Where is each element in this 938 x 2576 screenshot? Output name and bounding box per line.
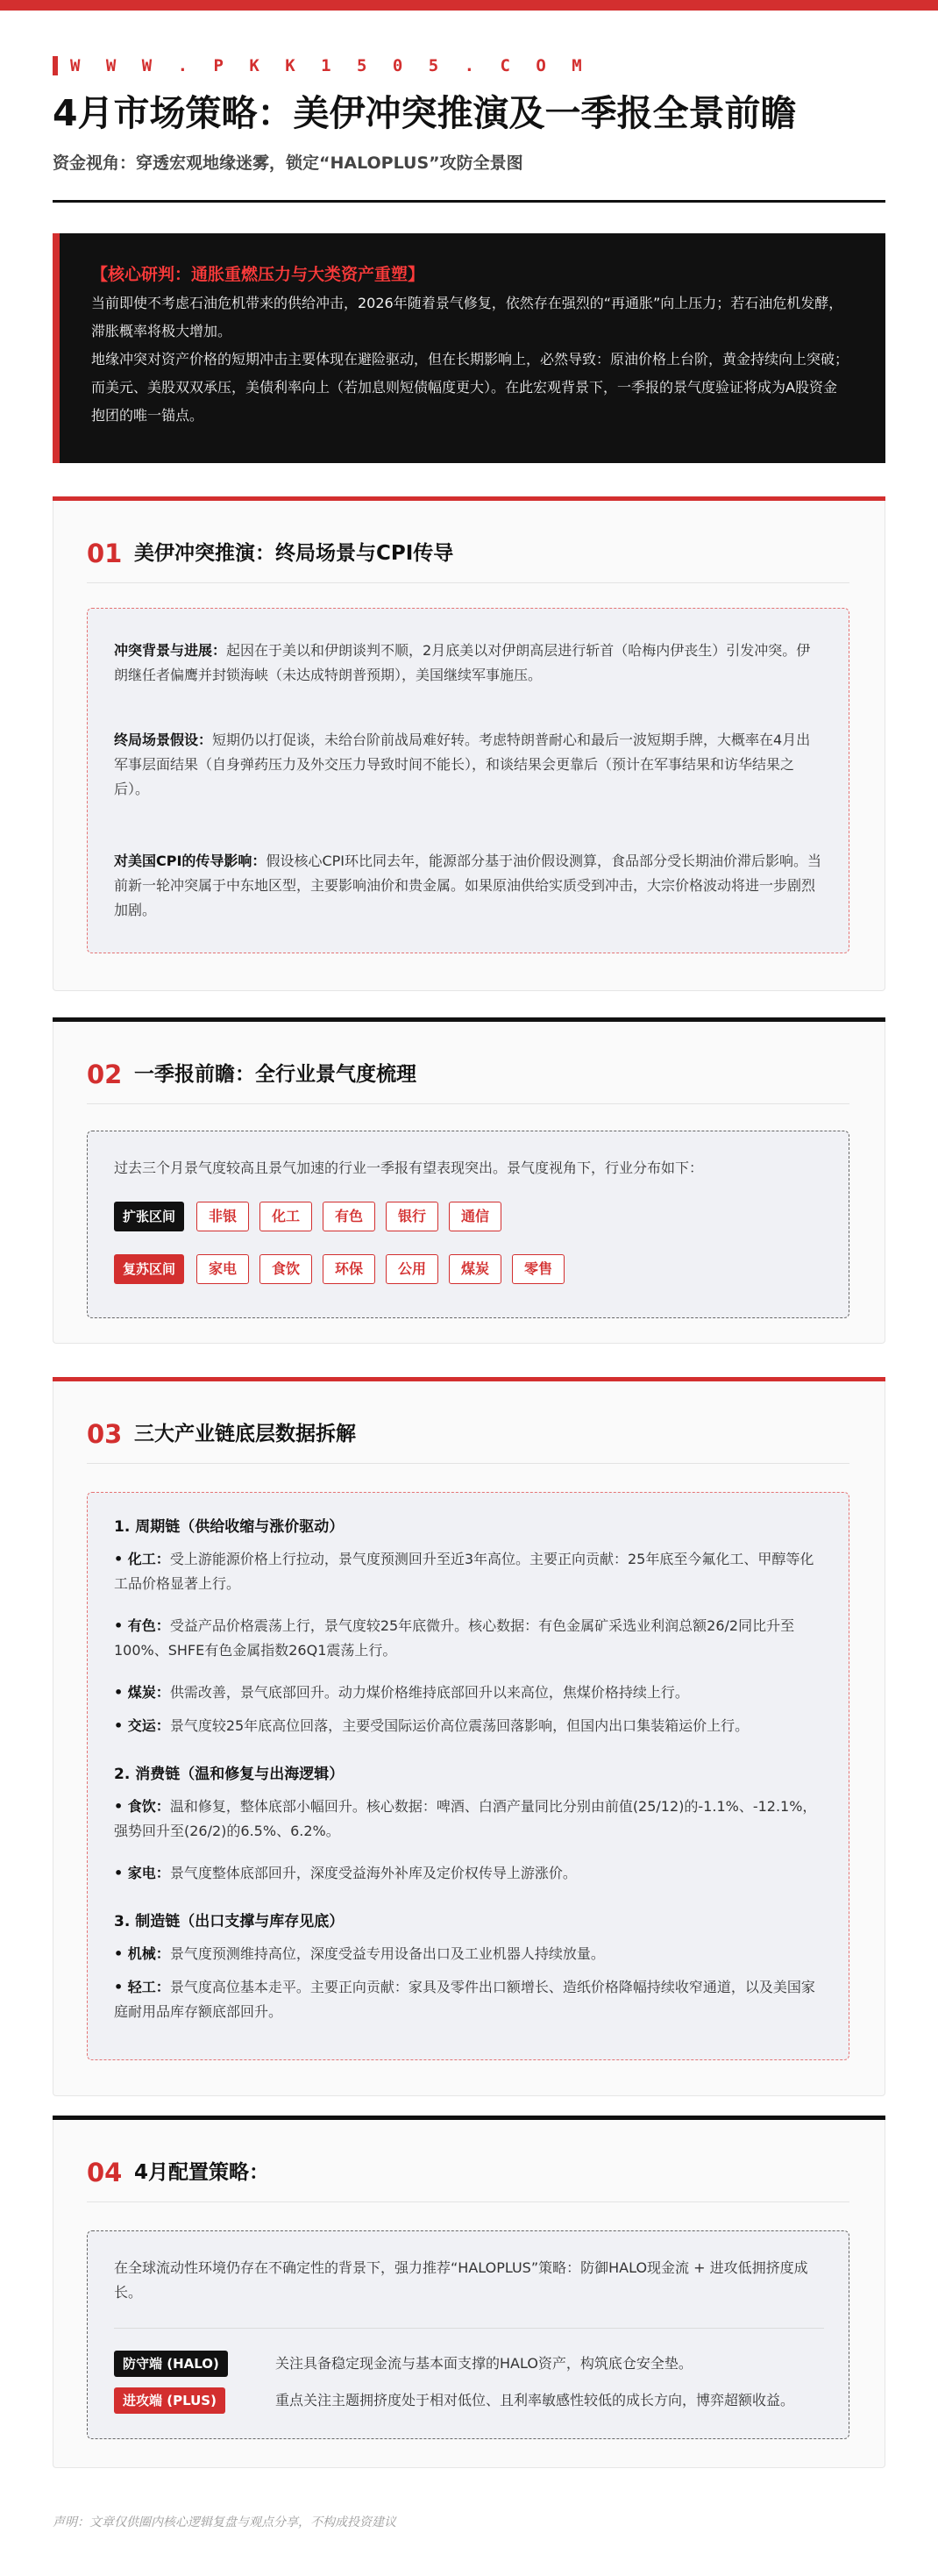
item-label: 终局场景假设：	[114, 731, 213, 748]
conflict-background-text	[114, 639, 824, 688]
chains-data-box	[87, 1492, 849, 2060]
offense-text: 重点关注主题拥挤度处于相对低位、且利率敏感性较低的成长方向，博弈超额收益。	[275, 2392, 795, 2408]
cyclical-chain-heading: 1. 周期链（供给收缩与涨价驱动）	[114, 1518, 345, 1536]
item-label: • 化工：	[114, 1551, 170, 1567]
item-label: • 煤炭：	[114, 1684, 170, 1701]
section-header	[87, 1416, 849, 1464]
page-subtitle: 资金视角：穿透宏观地缘迷雾，锁定“HALOPLUS”攻防全景图	[53, 153, 523, 173]
top-accent-bar	[0, 0, 938, 11]
chain-item	[114, 1861, 824, 1886]
section-allocation-strategy	[53, 2116, 885, 2468]
item-label: • 有色：	[114, 1617, 170, 1634]
tag-industry[interactable]: 化工	[259, 1202, 312, 1231]
section-top-bar	[53, 1017, 885, 1022]
item-text: 景气度整体底部回升，深度受益海外补库及定价权传导上游涨价。	[169, 1865, 577, 1881]
chain-item	[114, 1714, 824, 1738]
section-title: 三大产业链底层数据拆解	[134, 1423, 356, 1445]
section-title: 一季报前瞻：全行业景气度梳理	[134, 1063, 416, 1086]
tag-industry[interactable]: 通信	[449, 1202, 501, 1231]
tag-industry[interactable]: 家电	[196, 1254, 249, 1284]
section-number: 01	[87, 539, 123, 568]
offense-badge: 进攻端 (PLUS)	[114, 2387, 225, 2414]
section-header	[87, 1057, 849, 1104]
item-text: 假设核心CPI环比同去年，能源部分基于油价假设测算，食品部分受长期油价滞后影响。当前新一轮冲突属于中东地区型，主要影响油价和贵金属。如果原油供给实质受到冲击，大宗价格波动将进一步剧烈加剧。	[114, 853, 821, 918]
site-url[interactable]: W W W . P K K 1 5 0 5 . C O M	[53, 56, 590, 75]
item-text: 供需改善，景气底部回升。动力煤价格维持底部回升以来高位，焦煤价格持续上行。	[169, 1684, 689, 1701]
section-number: 02	[87, 1060, 123, 1089]
consumer-chain-heading: 2. 消费链（温和修复与出海逻辑）	[114, 1766, 345, 1783]
cpi-transmission-text	[114, 849, 824, 923]
endgame-scenario-text	[114, 728, 824, 802]
section-number: 03	[87, 1419, 123, 1449]
item-text: 受上游能源价格上行拉动，景气度预测回升至近3年高位。主要正向贡献：25年底至今氟化工、甲醇等化工品价格显著上行。	[114, 1551, 814, 1592]
chain-item	[114, 1547, 824, 1596]
section-top-bar	[53, 2116, 885, 2120]
chain-item	[114, 1942, 824, 1966]
tag-industry[interactable]: 食饮	[259, 1254, 312, 1284]
chain-item	[114, 1795, 824, 1844]
item-label: • 轻工：	[114, 1979, 170, 1995]
section-header	[87, 536, 849, 583]
tag-industry[interactable]: 有色	[323, 1202, 375, 1231]
section-top-bar	[53, 1377, 885, 1381]
tag-industry[interactable]: 环保	[323, 1254, 375, 1284]
expansion-label: 扩张区间	[114, 1202, 184, 1231]
defense-text: 关注具备稳定现金流与基本面支撑的HALO资产，构筑底仓安全垫。	[275, 2355, 693, 2372]
item-label: • 机械：	[114, 1945, 170, 1962]
core-paragraph-2: 地缘冲突对资产价格的短期冲击主要体现在避险驱动，但在长期影响上，必然导致：原油价格上台阶，黄金持续向上突破；而美元、美股双双承压，美债利率向上（若加息则短债幅度更大）。在此宏观背景下，一季报的景气度验证将成为A股资金抱团的唯一锚点。	[91, 351, 849, 424]
section-header	[87, 2155, 849, 2202]
strategy-intro-text: 在全球流动性环境仍存在不确定性的背景下，强力推荐“HALOPLUS”策略：防御HALO现金流 + 进攻低拥挤度成长。	[114, 2259, 808, 2301]
chain-item	[114, 1975, 824, 2024]
recovery-label: 复苏区间	[114, 1254, 184, 1284]
strategy-box	[87, 2230, 849, 2439]
item-label: 冲突背景与进展：	[114, 642, 227, 659]
tag-industry[interactable]: 煤炭	[449, 1254, 501, 1284]
item-text: 景气度较25年底高位回落，主要受国际运价高位震荡回落影响，但国内出口集装箱运价上行。	[169, 1717, 750, 1734]
tag-industry[interactable]: 零售	[512, 1254, 565, 1284]
section-top-bar	[53, 496, 885, 501]
item-label: 对美国CPI的传导影响：	[114, 853, 266, 869]
industry-tags-box	[87, 1131, 849, 1318]
item-label: • 家电：	[114, 1865, 170, 1881]
tag-industry[interactable]: 非银	[196, 1202, 249, 1231]
section-title: 4月配置策略：	[134, 2161, 270, 2184]
tag-industry[interactable]: 公用	[386, 1254, 438, 1284]
conflict-analysis-box	[87, 608, 849, 953]
disclaimer: 声明：文章仅供圈内核心逻辑复盘与观点分享，不构成投资建议	[53, 2515, 396, 2530]
core-judgement-box	[53, 233, 885, 463]
section-industry-chains	[53, 1377, 885, 2096]
tag-industry[interactable]: 银行	[386, 1202, 438, 1231]
header-divider	[53, 200, 885, 203]
core-heading: 【核心研判：通胀重燃压力与大类资产重塑】	[91, 265, 425, 284]
chain-item	[114, 1614, 824, 1663]
section-conflict	[53, 496, 885, 991]
defense-badge: 防守端 (HALO)	[114, 2351, 228, 2377]
item-label: • 食饮：	[114, 1798, 170, 1815]
item-text: 受益产品价格震荡上行，景气度较25年底微升。核心数据：有色金属矿采选业利润总额26/2同比升至100%、SHFE有色金属指数26Q1震荡上行。	[114, 1617, 795, 1659]
item-text: 景气度高位基本走平。主要正向贡献：家具及零件出口额增长、造纸价格降幅持续收窄通道，以及美国家庭耐用品库存额底部回升。	[114, 1979, 815, 2020]
manufacturing-chain-heading: 3. 制造链（出口支撑与库存见底）	[114, 1913, 345, 1930]
section-earnings-preview	[53, 1017, 885, 1344]
item-text: 起因在于美以和伊朗谈判不顺，2月底美以对伊朗高层进行斩首（哈梅内伊丧生）引发冲突。伊朗继任者偏鹰并封锁海峡（未达成特朗普预期），美国继续军事施压。	[114, 642, 811, 683]
section-number: 04	[87, 2158, 123, 2187]
chain-item	[114, 1680, 824, 1705]
item-text: 短期仍以打促谈，未给台阶前战局难好转。考虑特朗普耐心和最后一波短期手牌，大概率在4月出军事层面结果（自身弹药压力及外交压力导致时间不能长），和谈结果会更靠后（预计在军事结果和访华结果之后）。	[114, 731, 811, 797]
item-text: 温和修复，整体底部小幅回升。核心数据：啤酒、白酒产量同比分别由前值(25/12)的-1.1%、-12.1%，强势回升至(26/2)的6.5%、6.2%。	[114, 1798, 817, 1839]
strategy-divider	[114, 2328, 824, 2329]
page-title: 4月市场策略：美伊冲突推演及一季报全景前瞻	[53, 92, 797, 134]
item-label: • 交运：	[114, 1717, 170, 1734]
industry-intro-text: 过去三个月景气度较高且景气加速的行业一季报有望表现突出。景气度视角下，行业分布如下：	[114, 1160, 704, 1176]
item-text: 景气度预测维持高位，深度受益专用设备出口及工业机器人持续放量。	[169, 1945, 605, 1962]
section-title: 美伊冲突推演：终局场景与CPI传导	[134, 542, 454, 565]
core-paragraph-1: 当前即使不考虑石油危机带来的供给冲击，2026年随着景气修复，依然存在强烈的“再通胀”向上压力；若石油危机发酵，滞胀概率将极大增加。	[91, 295, 843, 339]
